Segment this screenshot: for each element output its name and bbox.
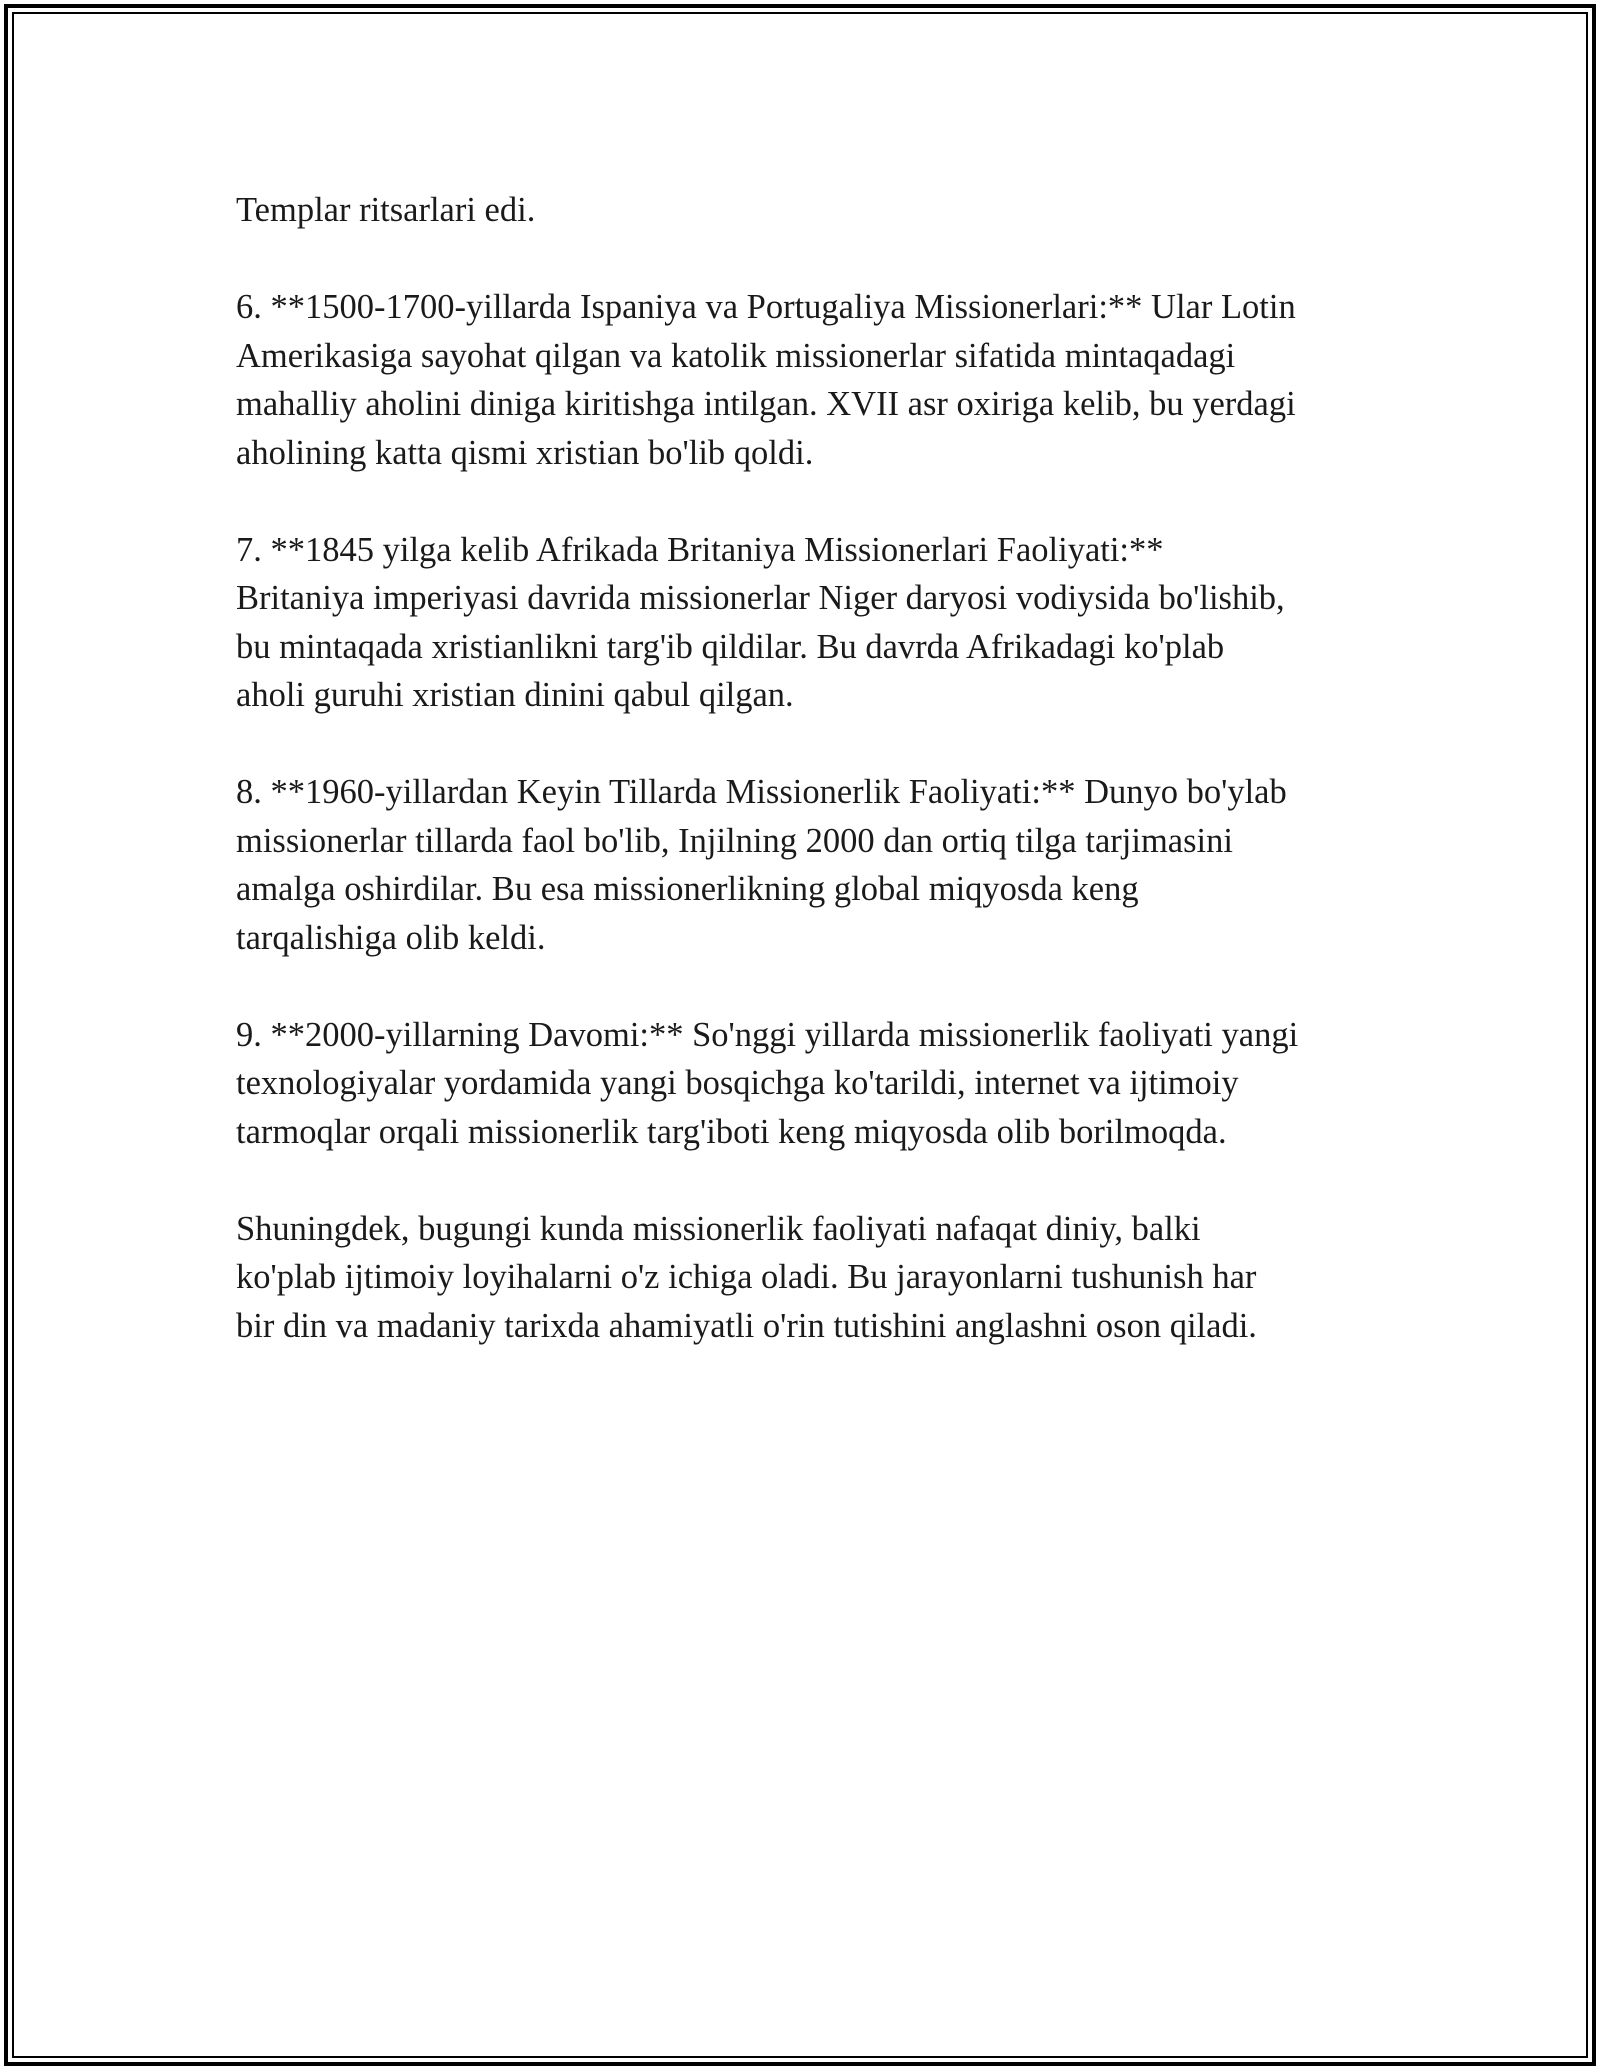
paragraph-item-6: 6. **1500-1700-yillarda Ispaniya va Portugaliya Missionerlari:** Ular Lotin Amerikasiga sayohat qilgan va katolik missionerlar sifatida mintaqadagi mahalliy aholini diniga kiritishga intilgan. XVII asr oxiriga kelib, bu yerdagi aholining katta qismi xristian bo'lib qoldi.	[236, 288, 1296, 472]
paragraph-item-9: 9. **2000-yillarning Davomi:** So'nggi yillarda missionerlik faoliyati yangi texnologiyalar yordamida yangi bosqichga ko'tarildi, internet va ijtimoiy tarmoqlar orqali missionerlik targ'iboti keng miqyosda olib borilmoqda.	[236, 1015, 1299, 1151]
paragraph-item-7: 7. **1845 yilga kelib Afrikada Britaniya Missionerlari Faoliyati:** Britaniya imperiyasi davrida missionerlar Niger daryosi vodiysida bo'lishib, bu mintaqada xristianlikni targ'ib qildilar. Bu davrda Afrikadagi ko'plab aholi guruhi xristian dinini qabul qilgan.	[236, 530, 1285, 714]
paragraph-conclusion: Shuningdek, bugungi kunda missionerlik faoliyati nafaqat diniy, balki ko'plab ijtimoiy loyihalarni o'z ichiga oladi. Bu jarayonlarni tushunish har bir din va madaniy tarixda ahamiyatli o'rin tutishini anglashni oson qiladi.	[236, 1209, 1257, 1345]
paragraph-item-8: 8. **1960-yillardan Keyin Tillarda Missionerlik Faoliyati:** Dunyo bo'ylab missionerlar tillarda faol bo'lib, Injilning 2000 dan ortiq tilga tarjimasini amalga oshirdilar. Bu esa missionerlikning global miqyosda keng tarqalishiga olib keldi.	[236, 773, 1287, 957]
paragraph-intro-fragment: Templar ritsarlari edi.	[236, 191, 536, 229]
document-body	[236, 186, 1366, 1399]
